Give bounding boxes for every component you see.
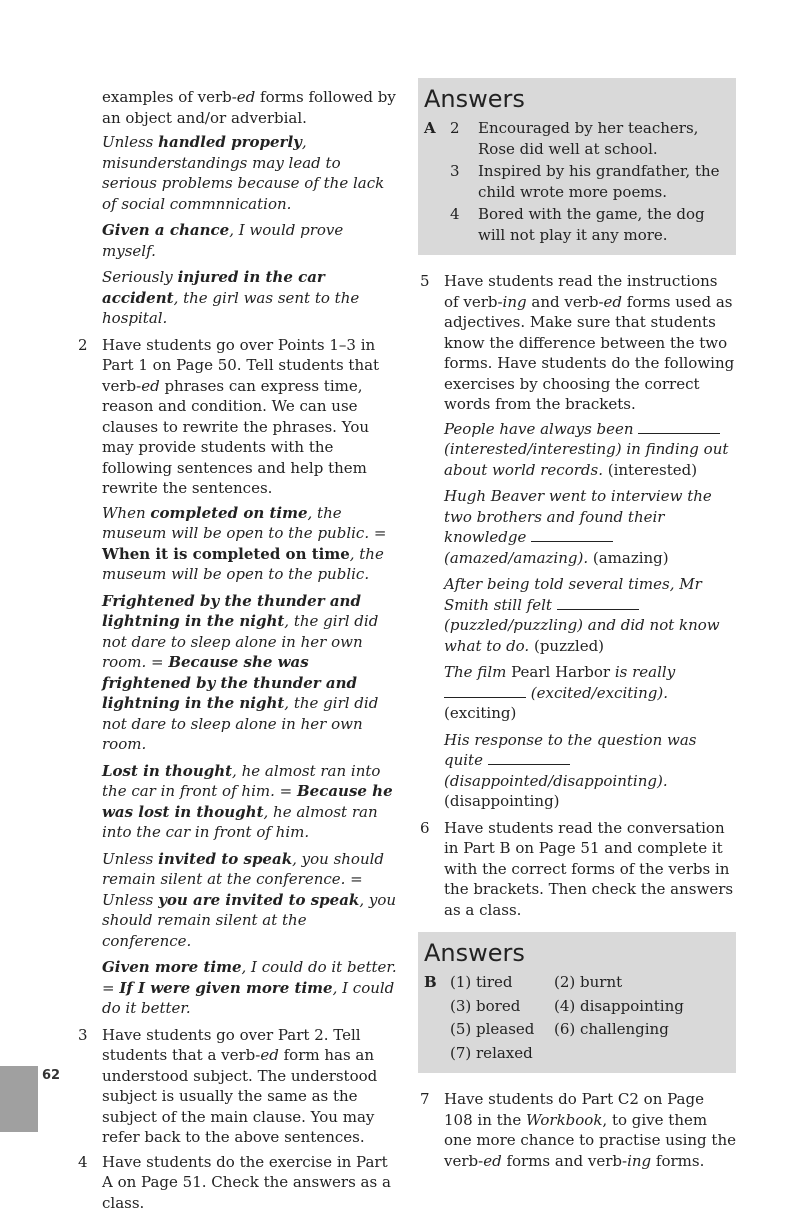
- answer-row: [424, 972, 728, 1063]
- step-text: Have students go over Part 2. Tell students that a verb-ed form has an understood subject. The understood subject is usually the same as the subject of the main clause. You may refer back to the above sentences.: [102, 1025, 378, 1146]
- step-number: 3: [78, 1025, 88, 1044]
- page-number: 62: [42, 1068, 61, 1083]
- example-sentence: Unless invited to speak, you should remain silent at the conference. = Unless you are invited to speak, you should remain silent at the conference.: [102, 849, 397, 950]
- answer-row: A 2 Encouraged by her teachers, Rose did well at school.: [424, 119, 699, 158]
- step-7: [420, 1089, 736, 1171]
- step-3: [78, 1025, 400, 1148]
- answer-blank: [488, 752, 570, 765]
- step-number: 5: [420, 272, 430, 290]
- intro-text: examples of verb-ed forms followed by an object and/or adverbial.: [102, 88, 396, 127]
- example-sentence: Frightened by the thunder and lightning in the night, the girl did not dare to sleep alone in her own room. = Because she was frightened by the thunder and lightning in the night, the girl did not dare to sleep alone in her own room.: [102, 591, 379, 753]
- answers-box-a: [418, 78, 736, 255]
- exercise-question: After being told several times, Mr Smith still felt (puzzled/puzzling) and did not know what to do. (puzzled): [444, 575, 720, 655]
- answer-blank: [638, 421, 720, 434]
- step-number: 7: [420, 1090, 430, 1108]
- answers-box-b: [418, 932, 736, 1073]
- step-text: Have students do Part C2 on Page 108 in the Workbook, to give them one more chance to practise using the verb-ed forms and verb-ing forms.: [444, 1090, 736, 1170]
- example-sentence: When completed on time, the museum will be open to the public. = When it is completed on time, the museum will be open to the public.: [102, 503, 387, 583]
- step-6: [420, 818, 736, 921]
- exercise-question: People have always been (interested/interesting) in finding out about world records. (interested): [444, 419, 729, 479]
- step-number: 2: [78, 335, 88, 354]
- step-4: [78, 1152, 400, 1214]
- step-number: 4: [78, 1152, 88, 1171]
- exercise-question: Hugh Beaver went to interview the two brothers and found their knowledge (amazed/amazing). (amazing): [444, 487, 712, 567]
- step-number: 6: [420, 818, 430, 837]
- answer-letter: A: [424, 119, 436, 137]
- answer-blank: [444, 685, 526, 698]
- answer-row: 3 Inspired by his grandfather, the child wrote more poems.: [450, 162, 720, 201]
- answers-heading: Answers: [424, 85, 525, 113]
- step-2: [78, 335, 400, 499]
- answer-row: 4 Bored with the game, the dog will not play it any more.: [450, 205, 705, 244]
- answer-blank: [531, 529, 613, 542]
- step-text: Have students do the exercise in Part A on Page 51. Check the answers as a class.: [102, 1152, 391, 1212]
- answer-blank: [557, 597, 639, 610]
- step-text: Have students read the conversation in Part B on Page 51 and complete it with the correct forms of the verbs in the brackets. Then check the answers as a class.: [444, 818, 734, 919]
- right-column: [420, 78, 736, 1175]
- answers-heading: Answers: [424, 939, 525, 967]
- step-5: [420, 271, 736, 415]
- example-sentence: Seriously injured in the car accident, the girl was sent to the hospital.: [102, 268, 360, 327]
- exercise-question: His response to the question was quite (disappointed/disappointing). (disappointing): [444, 730, 697, 810]
- example-sentence: Given more time, I could do it better. = If I were given more time, I could do it better.: [102, 958, 397, 1017]
- example-sentence: Unless handled properly, misunderstandings may lead to serious problems because of the lack of social commnnication.: [102, 133, 385, 213]
- page-tab-bar: [0, 1066, 38, 1132]
- example-sentence: Given a chance, I would prove myself.: [102, 221, 344, 260]
- answer-grid: (1) tired (2) burnt (3) bored (4) disappointing (5) pleased (6) challenging (7) relaxed: [450, 973, 684, 1062]
- answer-letter: B: [424, 973, 437, 991]
- left-column: [78, 72, 400, 1217]
- step-text: Have students go over Points 1–3 in Part 1 on Page 50. Tell students that verb-ed phrases can express time, reason and condition. We can use clauses to rewrite the phrases. You may provide students with the following sentences and help them rewrite the sentences.: [102, 335, 380, 497]
- exercise-question: The film Pearl Harbor is really (excited/exciting). (exciting): [444, 663, 676, 722]
- example-sentence: Lost in thought, he almost ran into the car in front of him. = Because he was lost in thought, he almost ran into the car in front of him.: [102, 761, 393, 841]
- step-text: Have students read the instructions of verb-ing and verb-ed forms used as adjectives. Make sure that students know the difference between the two forms. Have students do the following exercises by choosing the correct words from the brackets.: [444, 272, 735, 413]
